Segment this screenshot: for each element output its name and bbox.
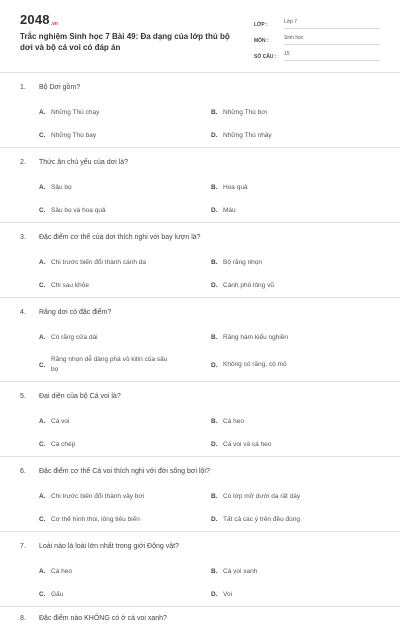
question-body: Thức ăn chủ yếu của dơi là? <box>39 158 129 166</box>
question-text <box>20 223 376 251</box>
option-letter: A. <box>39 568 46 575</box>
option-text: Những Thú bơi <box>223 108 267 116</box>
question-item <box>0 381 400 456</box>
option-letter: D. <box>211 132 218 139</box>
site-logo[interactable] <box>20 13 58 27</box>
option-d[interactable] <box>192 590 364 600</box>
option-b[interactable] <box>192 492 364 502</box>
option-text: Răng hàm kiểu nghiền <box>223 333 289 341</box>
option-c[interactable] <box>20 206 192 216</box>
question-text <box>20 457 376 485</box>
question-number: 6. <box>20 467 26 475</box>
question-item <box>0 456 400 531</box>
question-body: Loài nào là loài lớn nhất trong giới Động vật? <box>39 542 179 550</box>
option-b[interactable] <box>192 417 364 427</box>
option-c[interactable] <box>20 131 192 141</box>
meta-count-value: 15 <box>284 51 380 61</box>
option-letter: B. <box>211 259 218 266</box>
option-a[interactable] <box>20 567 192 577</box>
option-row <box>20 433 376 456</box>
question-text <box>20 382 376 410</box>
question-number: 2. <box>20 158 26 166</box>
question-item <box>0 222 400 297</box>
question-number: 7. <box>20 542 26 550</box>
option-text: Có lớp mỡ dưới da rất dày <box>223 492 301 500</box>
option-c[interactable] <box>20 515 192 525</box>
option-letter: B. <box>211 568 218 575</box>
option-row <box>20 176 376 199</box>
option-letter: C. <box>39 282 46 289</box>
page-title: Trắc nghiệm Sinh học 7 Bài 49: Đa dạng của lớp thú bộ dơi và bộ cá voi có đáp án <box>20 32 230 52</box>
option-text: Có răng cửa dài <box>51 333 98 341</box>
option-row <box>20 410 376 433</box>
option-row <box>20 485 376 508</box>
question-item <box>0 72 400 147</box>
option-letter: A. <box>39 109 46 116</box>
option-row <box>20 508 376 531</box>
option-b[interactable] <box>192 333 364 343</box>
option-letter: D. <box>211 361 218 369</box>
option-text: Voi <box>223 590 233 598</box>
question-body: Đặc điểm nào KHÔNG có ở cá voi xanh? <box>39 614 167 622</box>
option-a[interactable] <box>20 492 192 502</box>
option-text: Những Thú chạy <box>51 108 100 116</box>
question-text <box>20 298 376 326</box>
option-row <box>20 124 376 147</box>
option-text: Cá voi <box>51 417 70 425</box>
question-body: Đặc điểm cơ thể của dơi thích nghi với bay lượn là? <box>39 233 201 241</box>
question-number: 3. <box>20 233 26 241</box>
question-body: Răng dơi có đặc điểm? <box>39 308 112 316</box>
option-letter: B. <box>211 418 218 425</box>
meta-class-row <box>254 14 380 29</box>
meta-count-row <box>254 46 380 61</box>
meta-count-label: SỐ CÂU : <box>254 54 277 60</box>
meta-subject-row <box>254 30 380 45</box>
option-a[interactable] <box>20 183 192 193</box>
question-text <box>20 532 376 560</box>
option-text: Những Thú nhảy <box>223 131 272 139</box>
option-text: Cánh phủ lông vũ <box>223 281 274 289</box>
option-text: Những Thú bay <box>51 131 97 139</box>
option-d[interactable] <box>192 515 364 525</box>
option-letter: C. <box>39 441 46 448</box>
logo-domain: .vn <box>50 21 58 27</box>
option-row <box>20 326 376 349</box>
question-body: Bộ Dơi gồm? <box>39 83 81 91</box>
option-text: Cá heo <box>51 567 72 575</box>
question-number: 5. <box>20 392 26 400</box>
option-letter: C. <box>39 361 46 369</box>
option-row <box>20 274 376 297</box>
option-text: Cá heo <box>223 417 244 425</box>
option-b[interactable] <box>192 258 364 268</box>
option-text: Răng nhọn dễ dàng phá vỏ kitin của sâu bọ <box>51 356 168 373</box>
option-text: Sâu bọ và hoa quả <box>51 206 106 214</box>
question-item <box>0 606 400 629</box>
question-list <box>0 72 400 629</box>
question-text <box>20 148 376 176</box>
option-letter: A. <box>39 334 46 341</box>
option-c[interactable] <box>20 281 192 291</box>
question-text <box>20 607 376 629</box>
option-letter: B. <box>211 493 218 500</box>
option-b[interactable] <box>192 108 364 118</box>
option-text: Máu <box>223 206 236 214</box>
page-header <box>0 0 400 72</box>
option-d[interactable] <box>192 206 364 216</box>
option-letter: B. <box>211 109 218 116</box>
option-a[interactable] <box>20 108 192 118</box>
meta-class-value: Lớp 7 <box>284 19 380 29</box>
meta-subject-value: Sinh học <box>284 35 380 45</box>
option-letter: B. <box>211 334 218 341</box>
question-number: 1. <box>20 83 26 91</box>
option-text: Sâu bọ <box>51 183 72 191</box>
option-d[interactable] <box>192 440 364 450</box>
option-text: Chi sau khỏe <box>51 281 89 289</box>
option-letter: D. <box>211 207 218 214</box>
option-text: Bộ răng nhọn <box>223 258 263 266</box>
option-row <box>20 251 376 274</box>
option-text: Chi trước biến đổi thành cánh da <box>51 258 146 266</box>
option-text: Tất cả các ý trên đều đúng <box>223 515 300 523</box>
option-text: Cá voi và cá heo <box>223 440 272 448</box>
meta-subject-label: MÔN : <box>254 38 269 44</box>
option-a[interactable] <box>20 258 192 268</box>
option-text: Hoa quả <box>223 183 248 191</box>
option-c[interactable] <box>20 440 192 450</box>
option-c[interactable] <box>20 590 192 600</box>
option-c[interactable] <box>20 355 192 375</box>
question-number: 8. <box>20 614 26 622</box>
question-item <box>0 297 400 381</box>
option-letter: C. <box>39 516 46 523</box>
option-letter: D. <box>211 516 218 523</box>
option-text: Chi trước biến đổi thành vây bơi <box>51 492 145 500</box>
question-item <box>0 531 400 606</box>
question-body: Đại diện của bộ Cá voi là? <box>39 392 121 400</box>
option-d[interactable] <box>192 131 364 141</box>
option-a[interactable] <box>20 417 192 427</box>
option-b[interactable] <box>192 183 364 193</box>
question-text <box>20 73 376 101</box>
quiz-meta <box>254 14 380 62</box>
option-row <box>20 199 376 222</box>
option-letter: A. <box>39 259 46 266</box>
option-d[interactable] <box>192 281 364 291</box>
option-letter: A. <box>39 184 46 191</box>
option-row <box>20 101 376 124</box>
option-text: Cơ thể hình thoi, lông tiêu biến <box>51 515 140 523</box>
logo-text: 2048 <box>20 12 50 27</box>
option-letter: B. <box>211 184 218 191</box>
option-d[interactable] <box>192 360 364 370</box>
option-letter: A. <box>39 418 46 425</box>
option-letter: C. <box>39 207 46 214</box>
option-letter: C. <box>39 591 46 598</box>
option-row <box>20 583 376 606</box>
option-row <box>20 560 376 583</box>
meta-class-label: LỚP : <box>254 22 268 28</box>
question-item <box>0 147 400 222</box>
option-text: Cá voi xanh <box>223 567 258 575</box>
question-body: Đặc điểm cơ thể Cá voi thích nghi với đời sống bơi lội? <box>39 467 210 475</box>
option-a[interactable] <box>20 333 192 343</box>
option-letter: A. <box>39 493 46 500</box>
option-text: Không có răng, có mỏ <box>223 361 287 368</box>
option-row <box>20 349 376 381</box>
option-text: Cá chép <box>51 440 76 448</box>
option-letter: C. <box>39 132 46 139</box>
question-number: 4. <box>20 308 26 316</box>
option-letter: D. <box>211 441 218 448</box>
option-letter: D. <box>211 282 218 289</box>
option-b[interactable] <box>192 567 364 577</box>
option-letter: D. <box>211 591 218 598</box>
option-text: Gấu <box>51 590 64 598</box>
